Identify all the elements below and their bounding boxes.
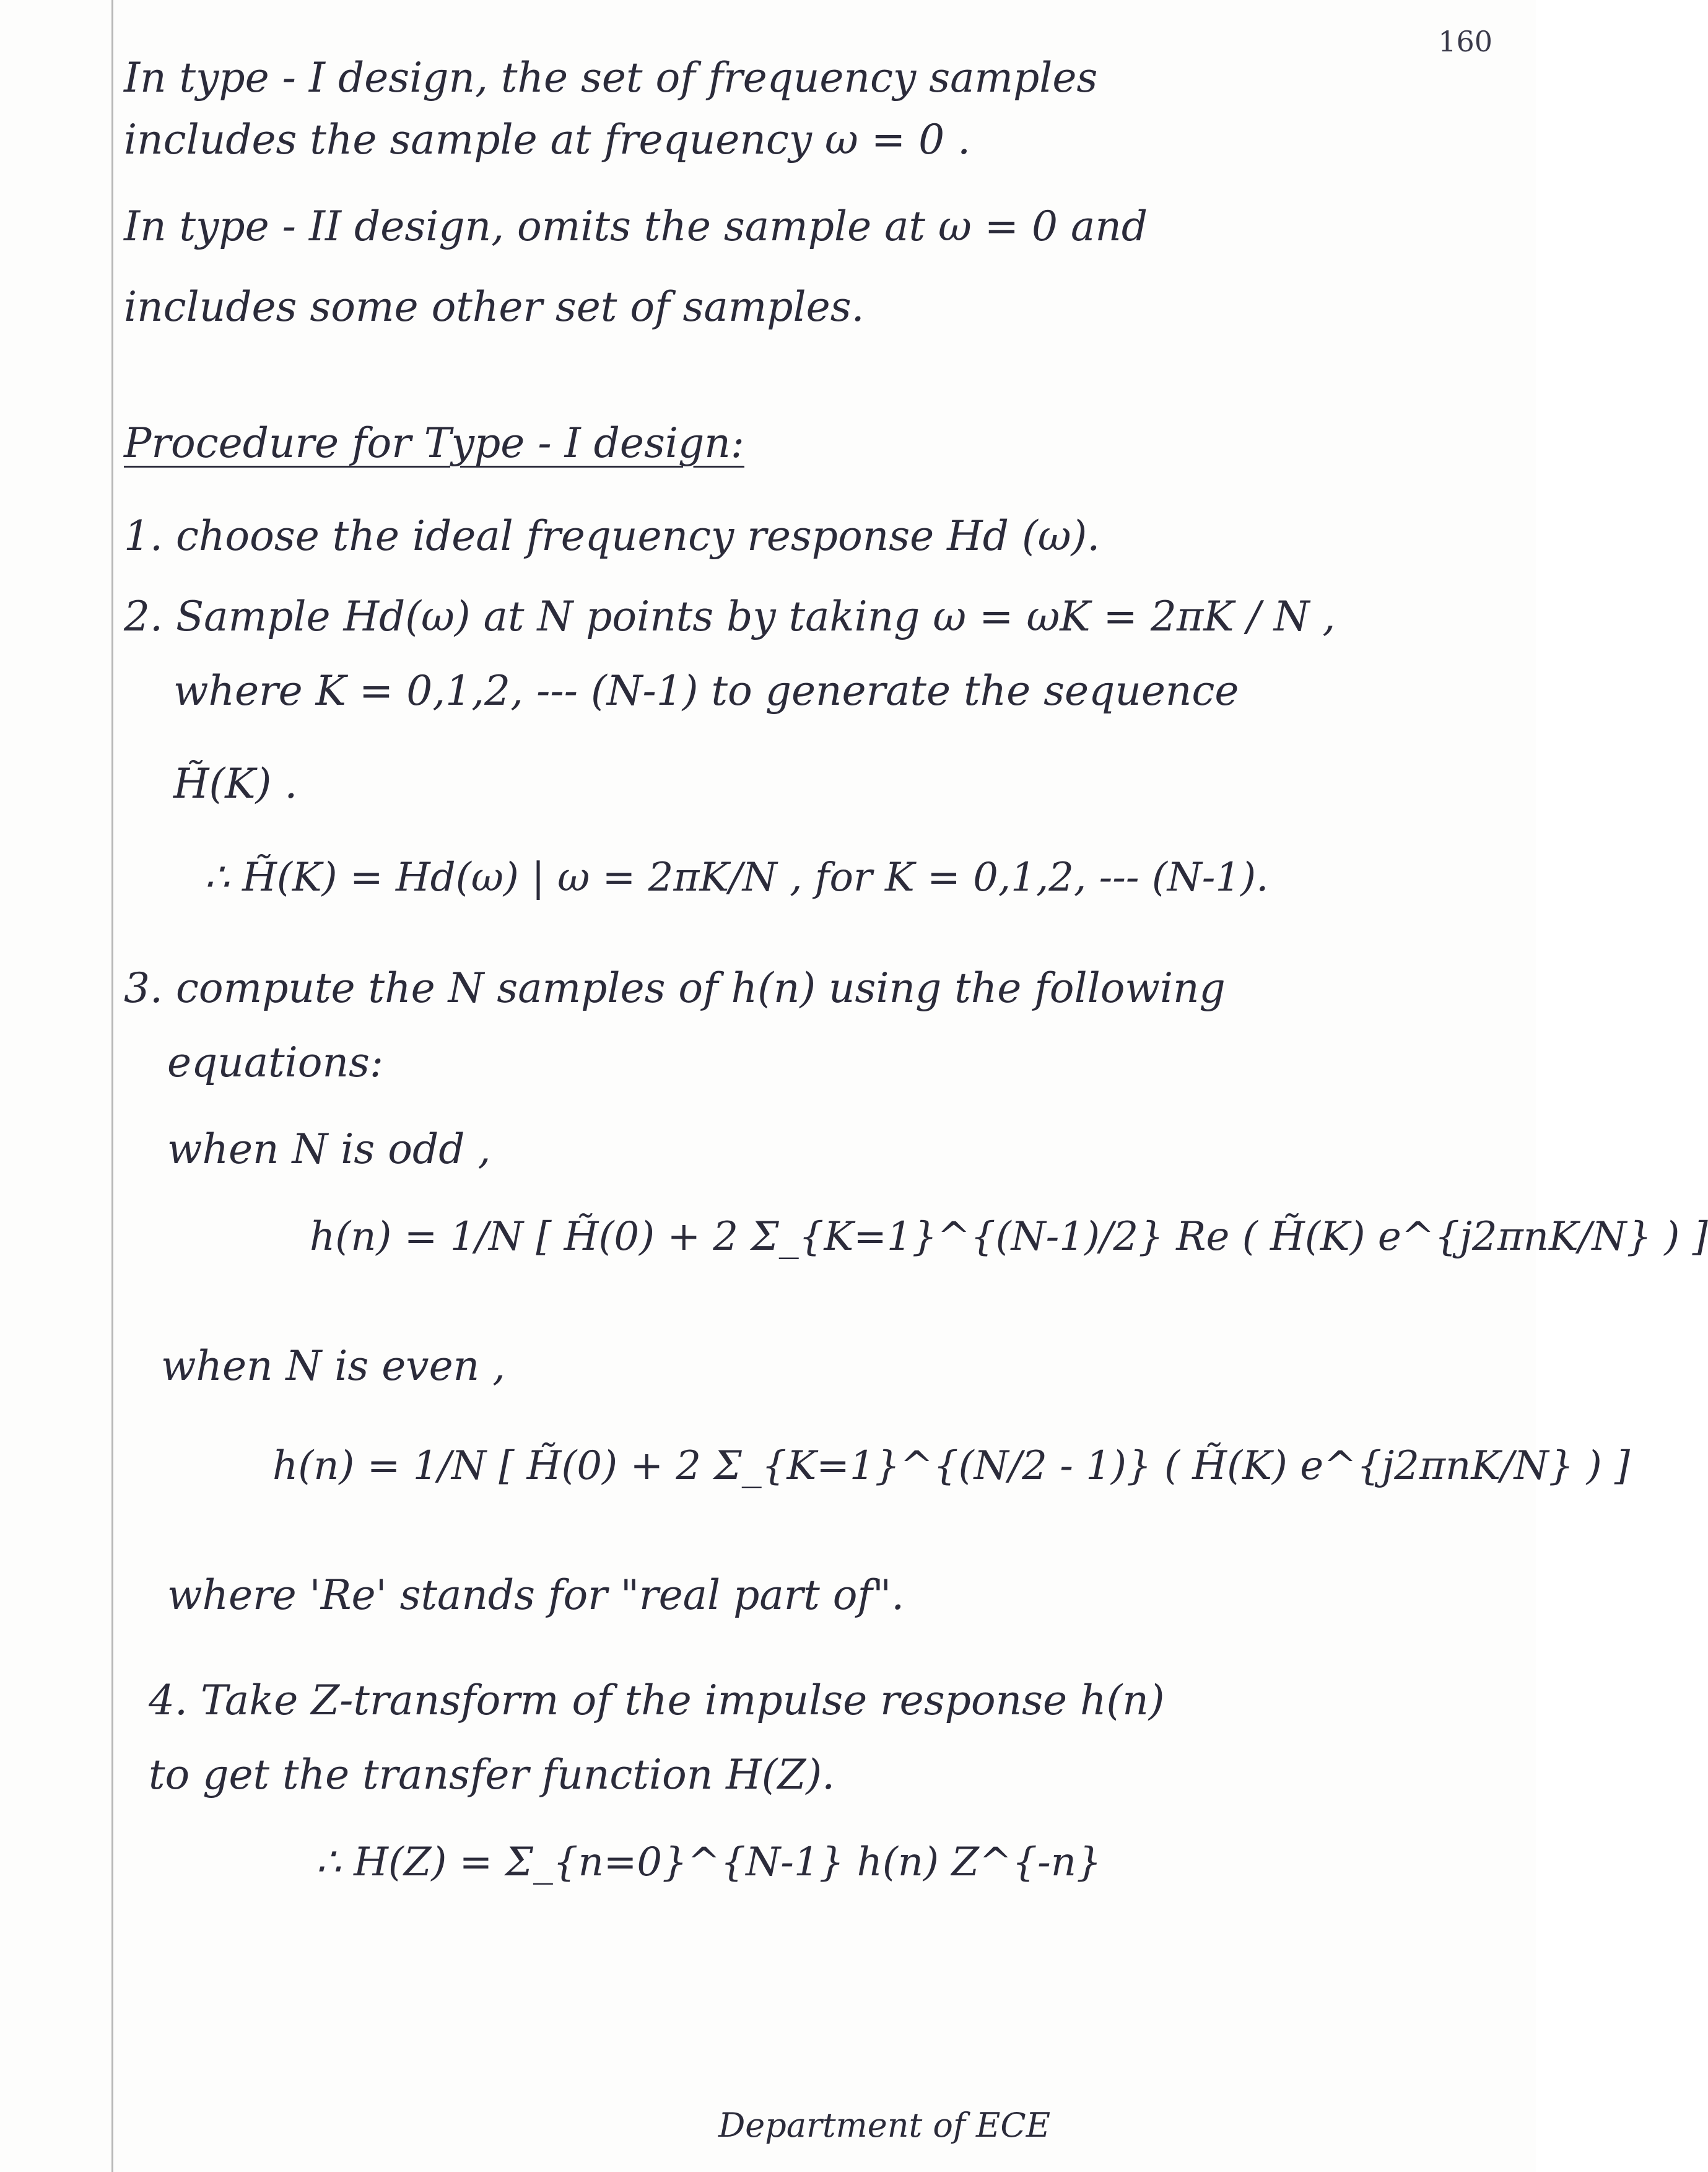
step-1: 1. choose the ideal frequency response Hd (ω).	[124, 512, 1100, 560]
step-4-line-1: 4. Take Z-transform of the impulse response h(n)	[149, 1677, 1165, 1724]
intro-line-4: includes some other set of samples.	[124, 283, 865, 331]
step-2-line-2: where K = 0,1,2, --- (N-1) to generate the sequence	[173, 667, 1239, 715]
procedure-heading: Procedure for Type - I design:	[124, 419, 744, 467]
re-note: where 'Re' stands for "real part of".	[167, 1571, 905, 1619]
even-label: when N is even ,	[161, 1342, 506, 1390]
step-2-line-3: H̃(K) .	[173, 760, 298, 808]
intro-line-3: In type - II design, omits the sample at ω = 0 and	[124, 203, 1148, 250]
step-2-formula: ∴ H̃(K) = Hd(ω) | ω = 2πK/N , for K = 0,1,2, --- (N-1).	[204, 855, 1269, 901]
step-3-line-1: 3. compute the N samples of h(n) using the following	[124, 964, 1226, 1012]
step-2-line-1: 2. Sample Hd(ω) at N points by taking ω = ωK = 2πK / N ,	[124, 593, 1336, 640]
margin-line	[111, 0, 113, 2172]
step-3-line-2: equations:	[167, 1039, 384, 1086]
step-4-line-2: to get the transfer function H(Z).	[149, 1751, 835, 1799]
intro-line-2: includes the sample at frequency ω = 0 .	[124, 116, 971, 164]
odd-formula: h(n) = 1/N [ H̃(0) + 2 Σ_{K=1}^{(N-1)/2} Re ( H̃(K) e^{j2πnK/N} ) ]	[310, 1214, 1708, 1260]
step-4-formula: ∴ H(Z) = Σ_{n=0}^{N-1} h(n) Z^{-n}	[316, 1839, 1102, 1885]
page-number: 160	[1438, 25, 1492, 58]
intro-line-1: In type - I design, the set of frequency samples	[124, 54, 1098, 102]
department-footer: Department of ECE	[718, 2106, 1051, 2145]
odd-label: when N is odd ,	[167, 1125, 491, 1173]
even-formula: h(n) = 1/N [ H̃(0) + 2 Σ_{K=1}^{(N/2 - 1)} ( H̃(K) e^{j2πnK/N} ) ]	[272, 1443, 1630, 1489]
